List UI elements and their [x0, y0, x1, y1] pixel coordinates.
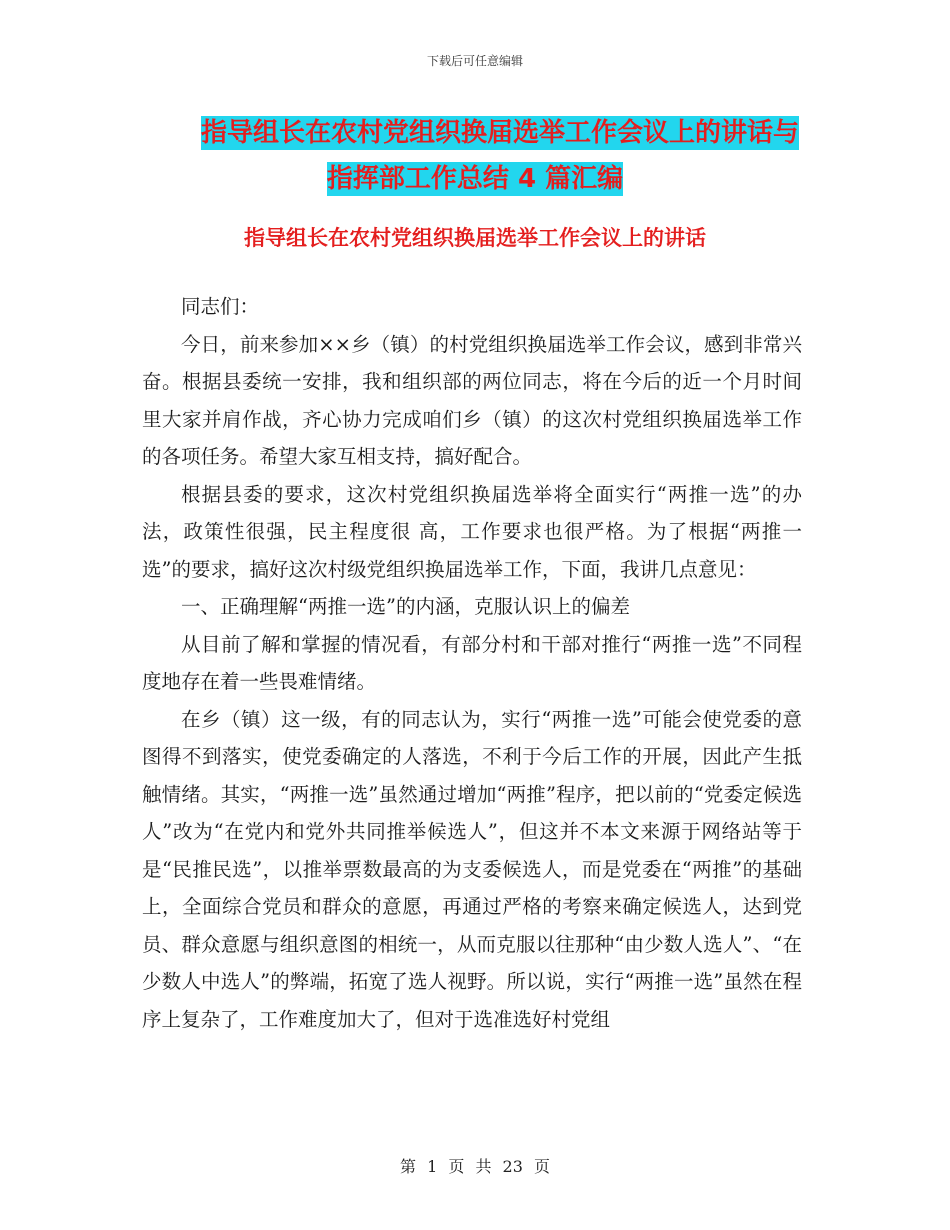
document-title-line-2: [0, 158, 950, 195]
document-title-line-1: [25, 112, 950, 149]
body-paragraph: 在乡（镇）这一级，有的同志认为，实行“两推一选”可能会使党委的意图得不到落实，使党委确定的人落选，不利于今后工作的开展，因此产生抵触情绪。其实，“两推一选”虽然通过增加“两推”程序，把以前的“党委定候选人”改为“在党内和党外共同推举候选人”，但这并不本文来源于网络站等于是“民推民选”，以推举票数最高的为支委候选人，而是党委在“两推”的基础上，全面综合党员和群众的意愿，再通过严格的考察来确定候选人，达到党员、群众意愿与组织意图的相统一，从而克服以往那种“由少数人选人”、“在少数人中选人”的弊端，拓宽了选人视野。所以说，实行“两推一选”虽然在程序上复杂了，工作难度加大了，但对于选准选好村党组: [142, 707, 802, 1031]
section-title: 指导组长在农村党组织换届选举工作会议上的讲话: [244, 226, 706, 250]
document-body: [142, 288, 802, 1038]
body-paragraph: 根据县委的要求，这次村党组织换届选举将全面实行“两推一选”的办法，政策性很强，民主程度很 高，工作要求也很严格。为了根据“两推一选”的要求，搞好这次村级党组织换届选举工作，下面，我讲几点意见：: [142, 482, 802, 581]
section-heading: 一、正确理解“两推一选”的内涵，克服认识上的偏差: [181, 595, 630, 618]
document-title-text-2: 指挥部工作总结 4 篇汇编: [326, 164, 624, 194]
salutation-paragraph: 同志们：: [181, 295, 260, 318]
body-paragraph: 今日，前来参加××乡（镇）的村党组织换届选举工作会议，感到非常兴奋。根据县委统一安排，我和组织部的两位同志，将在今后的近一个月时间里大家并肩作战，齐心协力完成咱们乡（镇）的这次村党组织换届选举工作的各项任务。希望大家互相支持，搞好配合。: [142, 332, 802, 468]
document-title-text-1: 指导组长在农村党组织换届选举工作会议上的讲话与: [200, 118, 799, 148]
body-paragraph: 从目前了解和掌握的情况看，有部分村和干部对推行“两推一选”不同程度地存在着一些畏难情绪。: [142, 632, 802, 693]
page-header-note: 下载后可任意编辑: [426, 54, 523, 68]
page-number: 第 1 页 共 23 页: [400, 1157, 550, 1176]
